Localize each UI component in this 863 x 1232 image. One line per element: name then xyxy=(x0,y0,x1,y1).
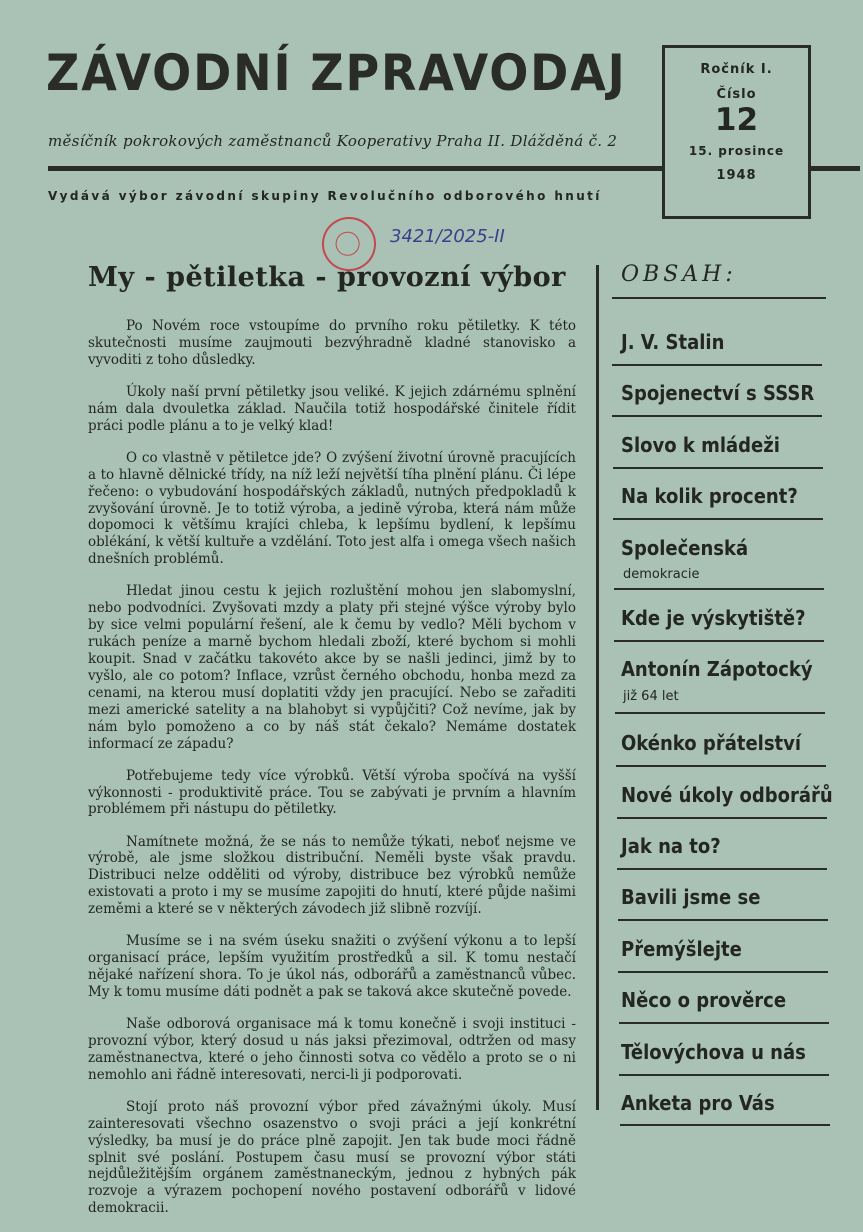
toc-item-bavili-jsme-se[interactable]: Bavili jsme se xyxy=(621,885,761,909)
article-body xyxy=(88,318,576,1232)
toc-item-spolecenska[interactable]: Společenská xyxy=(621,536,749,560)
masthead-subtitle: měsíčník pokrokových zaměstnanců Kooperativy Praha II. Dlážděná č. 2 xyxy=(48,132,618,150)
article-paragraph: Úkoly naší první pětiletky jsou veliké. K jejich zdárnému splnění nám dala dvouletka základ. Naučila totiž hospodářské činitele řídit práci podle plánu a to je velký klad! xyxy=(88,383,576,434)
toc-item-telovychova[interactable]: Tělovýchova u nás xyxy=(621,1040,806,1064)
article-paragraph: Hledat jinou cestu k jejich rozluštění mohou jen slabomyslní, nebo podvodníci. Zvyšovati mzdy a platy při stejné výšce výroby bylo by sice velmi populární řešení, ale k čemu by vedlo? Měli bychom v rukách peníze a marně bychom hledali zboží, které bychom si mohli koupit. Snad v začátku takovéto akce by se našli jedinci, jimž by to vyšlo, ale co potom? Inflace, vzrůst černého obchodu, honba mezd za cenami, na kterou musí doplatiti vždy jen pracující. Nebo se zařaditi mezi americké satelity a na blahobyt si vypůjčiti? Což nevíme, jak by nám bylo pomoženo a co by náš stát čekalo? Nemáme dostatek informací ze západu? xyxy=(88,583,576,752)
column-divider xyxy=(596,265,599,1110)
toc-rule xyxy=(618,919,828,921)
toc-item-spojenectvi[interactable]: Spojenectví s SSSR xyxy=(621,381,815,405)
toc-rule xyxy=(618,971,828,973)
toc-item-na-kolik-procent[interactable]: Na kolik procent? xyxy=(621,484,798,508)
masthead-publisher: Vydává výbor závodní skupiny Revolučního odborového hnutí xyxy=(48,189,602,203)
toc-item-zapotocky-sub: již 64 let xyxy=(623,689,679,704)
issue-year: 1948 xyxy=(716,168,757,183)
shelfmark: 3421/2025-II xyxy=(390,226,505,247)
toc-item-okenko-pratelstvi[interactable]: Okénko přátelství xyxy=(621,731,802,755)
toc-rule xyxy=(612,364,822,366)
toc-rule xyxy=(617,868,827,870)
toc-item-zapotocky[interactable]: Antonín Zápotocký xyxy=(621,657,813,681)
issue-date: 15. prosince xyxy=(688,144,785,158)
toc-rule xyxy=(617,817,827,819)
toc-heading-rule xyxy=(612,297,826,299)
article-paragraph: Potřebujeme tedy více výrobků. Větší výroba spočívá na vyšší výkonnosti - produktivitě práce. Tou se zabývati je prvním a hlavním problémem při nástupu do pětiletky. xyxy=(88,767,576,818)
toc-rule xyxy=(614,640,824,642)
toc-rule xyxy=(615,712,825,714)
toc-item-jak-na-to[interactable]: Jak na to? xyxy=(621,834,721,858)
toc-rule xyxy=(620,1124,830,1126)
toc-item-stalin[interactable]: J. V. Stalin xyxy=(621,330,725,354)
library-stamp-inner-ring xyxy=(331,227,364,260)
issue-box xyxy=(662,45,811,219)
article-paragraph: Naše odborová organisace má k tomu konečně i svoji instituci - provozní výbor, který dosud u nás jaksi přezimoval, odtržen od masy zaměstnanectva, které o jeho činnosti sotva co vědělo a proto se o ni nemohlo ani řádně interesovati, nerci-li ji podporovati. xyxy=(88,1016,576,1083)
article-paragraph: Musíme se i na svém úseku snažiti o zvýšení výkonu a to lepší organisací práce, lepším využitím prostředků a sil. K tomu nestačí nějaké nařízení shora. To je úkol nás, odborářů a zaměstnanců vůbec. My k tomu musíme dáti podnět a pak se taková akce skutečně povede. xyxy=(88,933,576,1000)
toc-item-spolecenska-sub: demokracie xyxy=(623,567,700,582)
article-title: My - pětiletka - provozní výbor xyxy=(88,262,566,293)
article-paragraph: Stojí proto náš provozní výbor před závažnými úkoly. Musí zainteresovati všechno osazenstvo o svoji práci a její konkrétní výsledky, ba musí je do práce plně zapojit. Jen tak bude moci řádně splnit své poslání. Postupem času musí se provozní výbor státi nejdůležitějším orgánem zaměstnaneckým, jednou z hybných pák rozvoje a výrazem pochopení nového postavení odborářů v lidové demokracii. xyxy=(88,1098,576,1217)
toc-item-nove-ukoly[interactable]: Nové úkoly odborářů xyxy=(621,783,833,807)
article-paragraph: O co vlastně v pětiletce jde? O zvýšení životní úrovně pracujících a to hlavně dělnické třídy, na níž leží největší tíha plnění plánu. Či lépe řečeno: o vybudování hospodářských základů, nutných předpokladů k zvyšování úrovně. Je to totiž výroba, a jedině výroba, která nám může dopomoci k většímu krajíci chleba, k lepšímu bydlení, k lepšímu oblékání, k větší kultuře a vzdělání. Toto jest alfa i omega všech našich dnešních problémů. xyxy=(88,449,576,568)
toc-rule xyxy=(616,765,826,767)
article-paragraph: Namítnete možná, že se nás to nemůže týkati, neboť nejsme ve výrobě, ale jsme složkou distribuční. Neměli byste však pravdu. Distribuci nelze odděliti od výroby, distribuce bez výrobků nemůže existovati a proto i my se musíme zapojiti do hnutí, které půjde našimi zeměmi a které se v některých závodech již slibně rozvíjí. xyxy=(88,833,576,918)
toc-rule xyxy=(619,1022,829,1024)
toc-rule xyxy=(613,467,823,469)
toc-rule xyxy=(619,1074,829,1076)
toc-item-premyslejte[interactable]: Přemýšlejte xyxy=(621,937,742,961)
issue-volume: Ročník I. xyxy=(700,62,773,77)
toc-rule xyxy=(612,415,822,417)
masthead-title: ZÁVODNÍ ZPRAVODAJ xyxy=(46,44,627,102)
toc-rule xyxy=(613,518,823,520)
toc-item-anketa-pro-vas[interactable]: Anketa pro Vás xyxy=(621,1091,775,1115)
toc-item-neco-o-proverce[interactable]: Něco o prověrce xyxy=(621,988,787,1012)
toc-heading: OBSAH: xyxy=(621,262,737,287)
issue-number-label: Číslo xyxy=(716,87,757,102)
article-paragraph: Po Novém roce vstoupíme do prvního roku pětiletky. K této skutečnosti musíme zaujmouti bezvýhradně kladné stanovisko a vyvoditi z toho důsledky. xyxy=(88,318,576,368)
toc-item-kde-je-vyskytiste[interactable]: Kde je výskytiště? xyxy=(621,606,806,630)
toc-rule xyxy=(614,588,824,590)
issue-number: 12 xyxy=(714,102,759,138)
toc-item-slovo-k-mladezi[interactable]: Slovo k mládeži xyxy=(621,433,780,457)
